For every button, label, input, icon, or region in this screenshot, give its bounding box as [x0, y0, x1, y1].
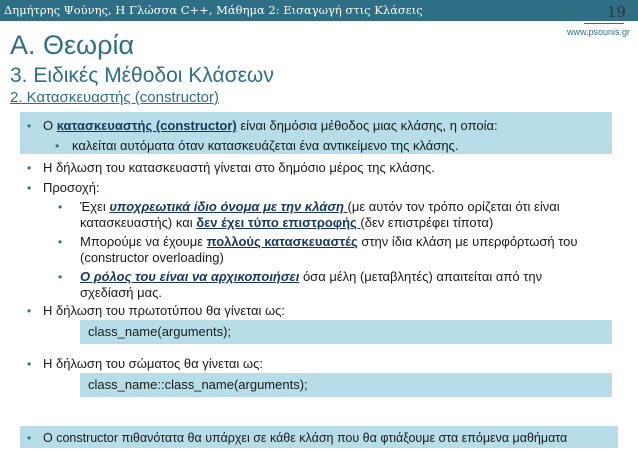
bullet-icon: •	[58, 235, 63, 249]
text: (δεν επιστρέφει τίποτα)	[360, 215, 494, 230]
bullet-constructor-def	[43, 118, 498, 134]
text: στην ίδια κλάση με υπερφόρτωσή του	[357, 234, 578, 249]
bullet-icon: •	[58, 270, 63, 284]
emphasis-text: κατασκευαστής (constructor)	[56, 118, 237, 133]
bullet-role-cont: σχεδίασή μας.	[80, 285, 163, 300]
bullet-icon: •	[55, 139, 60, 153]
bullet-constructor-everywhere: Ο constructor πιθανότατα θα υπάρχει σε κάθε κλάση που θα φτιάξουμε στα επόμενα μαθήματα	[43, 431, 568, 445]
slide-title: Α. Θεωρία	[10, 30, 135, 60]
bullet-attention: Προσοχή:	[43, 180, 100, 195]
bullet-icon: •	[27, 119, 32, 133]
site-url: www.psounis.gr	[566, 27, 630, 37]
bullet-icon: •	[58, 200, 63, 214]
header-title: Δημήτρης Ψούνης, Η Γλώσσα C++, Μάθημα 2: Εισαγωγή στις Κλάσεις	[4, 3, 423, 17]
text: Μπορούμε να έχουμε	[80, 234, 207, 249]
text: Έχει	[80, 199, 110, 214]
text: είναι δημόσια μέθοδος μιας κλάσης, η οποία:	[236, 118, 498, 133]
emphasis-text: πολλούς κατασκευαστές	[206, 234, 358, 249]
section-heading: 2. Κατασκευαστής (constructor)	[10, 89, 219, 106]
bullet-overloading	[80, 234, 578, 250]
bullet-icon: •	[27, 357, 32, 371]
text: όσα μέλη (μεταβλητές) απαιτείται από την	[299, 269, 543, 284]
page-number: 19	[606, 3, 626, 21]
bullet-overloading-cont: (constructor overloading)	[80, 250, 224, 265]
bullet-icon: •	[27, 161, 32, 175]
emphasis-text: υποχρεωτικά ίδιο όνομα με την κλάση	[109, 199, 348, 214]
bullet-auto-call: καλείται αυτόματα όταν κατασκευάζεται ένα αντικείμενο της κλάσης.	[72, 138, 459, 153]
code-body: class_name::class_name(arguments);	[88, 377, 308, 392]
bullet-icon: •	[27, 181, 32, 195]
emphasis-text: δεν έχει τύπο επιστροφής	[196, 215, 361, 230]
slide-subtitle: 3. Ειδικές Μέθοδοι Κλάσεων	[10, 64, 274, 87]
code-prototype: class_name(arguments);	[88, 324, 232, 339]
text: (με αυτόν τον τρόπο ορίζεται ότι είναι	[347, 199, 560, 214]
bullet-declaration: Η δήλωση του κατασκευαστή γίνεται στο δημόσιο μέρος της κλάσης.	[43, 160, 435, 175]
page-number-underline	[584, 23, 624, 24]
bullet-body: Η δήλωση του σώματος θα γίνεται ως:	[43, 356, 263, 371]
bullet-prototype: Η δήλωση του πρωτοτύπου θα γίνεται ως:	[43, 303, 286, 318]
code-box-body	[80, 373, 612, 397]
text: Ο	[43, 118, 57, 133]
emphasis-text: Ο ρόλος του είναι να αρχικοποιήσει	[80, 269, 300, 284]
bullet-role	[80, 269, 542, 285]
code-box-prototype	[80, 320, 612, 344]
bullet-icon: •	[27, 431, 32, 445]
bullet-same-name	[80, 199, 560, 215]
bullet-same-name-cont	[80, 215, 493, 231]
text: κατασκευαστής) και	[80, 215, 197, 230]
header-bar	[0, 0, 638, 21]
bullet-icon: •	[27, 304, 32, 318]
